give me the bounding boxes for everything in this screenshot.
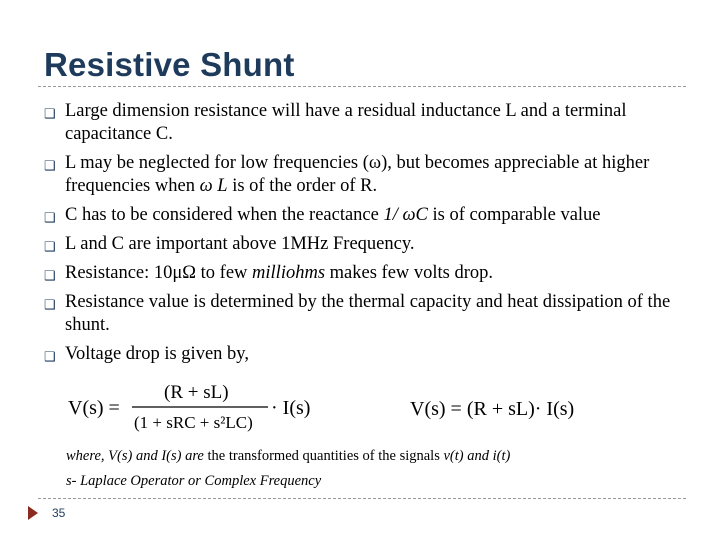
bullet-icon: ❑ xyxy=(44,158,56,173)
formula-numerator: (R + sL) xyxy=(164,382,229,403)
bullet-item: ❑ C has to be considered when the reactance 1/ ωC is of comparable value xyxy=(44,204,684,227)
bullet-icon: ❑ xyxy=(44,297,56,312)
transfer-function-formula xyxy=(68,378,318,436)
formula-rhs: · I(s) xyxy=(271,397,311,419)
formula-note: where, V(s) and I(s) are the transformed quantities of the signals v(t) and i(t) xyxy=(66,448,511,464)
simplified-formula: V(s) = (R + sL)· I(s) xyxy=(410,398,575,420)
slide-number: 35 xyxy=(52,506,66,520)
bullet-item: ❑ L and C are important above 1MHz Frequency. xyxy=(44,233,684,256)
bullet-icon: ❑ xyxy=(44,268,56,283)
bullet-item: ❑ Resistance value is determined by the thermal capacity and heat dissipation of the shunt. xyxy=(44,292,671,335)
bullet-list xyxy=(44,100,684,372)
footer-divider xyxy=(38,498,686,499)
bullet-item: ❑ Voltage drop is given by, xyxy=(44,343,684,366)
formula-denominator: (1 + sRC + s²LC) xyxy=(134,413,253,432)
bullet-icon: ❑ xyxy=(44,210,56,225)
laplace-note: s- Laplace Operator or Complex Frequency xyxy=(66,473,322,489)
bullet-icon: ❑ xyxy=(44,349,56,364)
bullet-icon: ❑ xyxy=(44,106,56,121)
bullet-item: ❑ L may be neglected for low frequencies (ω), but becomes appreciable at higher frequencies when ω L is of the order of R. xyxy=(44,153,650,196)
slide-title: Resistive Shunt xyxy=(44,46,295,83)
title-divider xyxy=(38,86,686,87)
bullet-item: ❑ Large dimension resistance will have a residual inductance L and a terminal capacitance C. xyxy=(44,101,627,144)
arrow-icon xyxy=(28,506,38,520)
bullet-item: ❑ Resistance: 10μΩ to few milliohms makes few volts drop. xyxy=(44,262,684,285)
formula-lhs: V(s) = xyxy=(68,397,120,419)
bullet-icon: ❑ xyxy=(44,239,56,254)
